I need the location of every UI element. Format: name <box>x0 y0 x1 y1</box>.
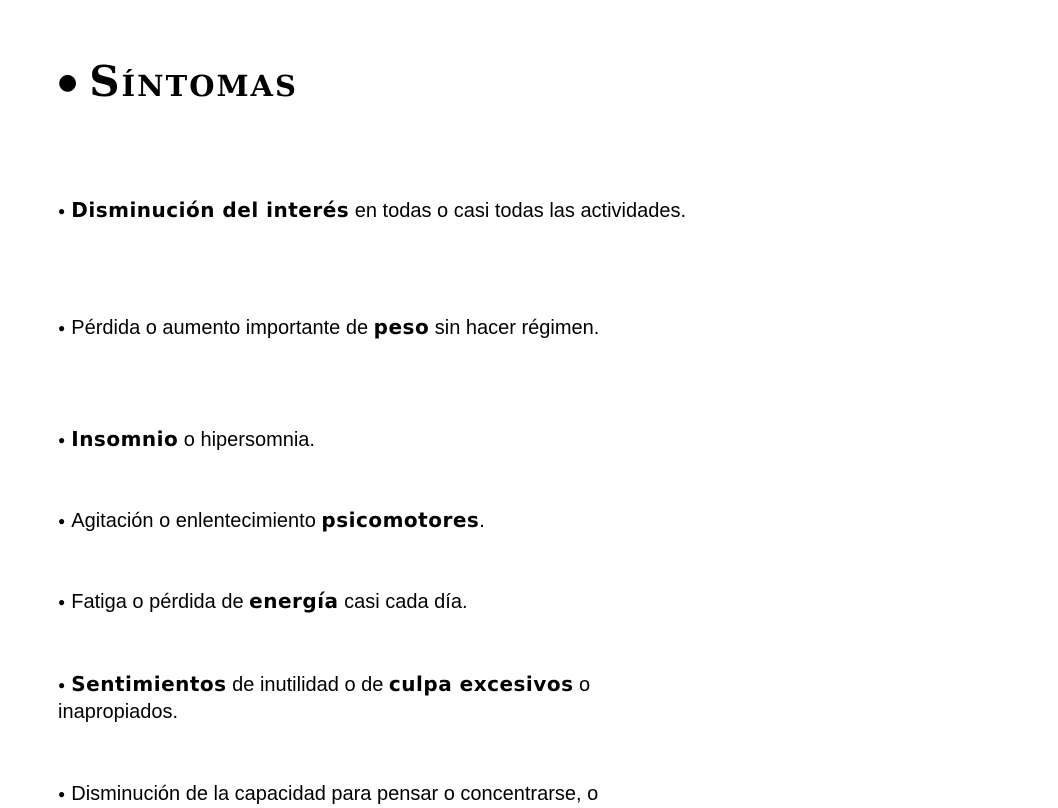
bullet-icon: ● <box>58 594 66 609</box>
symptom-text: casi cada día. <box>338 591 468 613</box>
symptom-item <box>58 588 708 616</box>
symptom-text: Fatiga o pérdida de <box>71 591 250 613</box>
symptom-item <box>58 507 708 535</box>
title-bullet-icon: ● <box>58 69 80 95</box>
symptom-text: de inutilidad o de <box>226 674 389 696</box>
symptom-item <box>58 197 708 225</box>
symptom-keyword: peso <box>373 315 430 339</box>
bullet-icon: ● <box>58 677 66 692</box>
bullet-icon: ● <box>58 432 66 447</box>
bullet-icon: ● <box>58 513 66 528</box>
symptom-item-partial <box>58 781 708 808</box>
symptom-keyword: Insomnio <box>71 427 179 451</box>
symptom-item <box>58 314 708 342</box>
symptom-keyword: psicomotores <box>321 508 480 532</box>
bullet-icon: ● <box>58 786 66 801</box>
symptom-item <box>58 426 708 454</box>
symptom-text: sin hacer régimen. <box>429 317 600 339</box>
symptom-text: Disminución de la capacidad para pensar o concentrarse, o <box>71 783 599 805</box>
symptom-item <box>58 671 708 725</box>
symptom-text: Agitación o enlentecimiento <box>71 510 322 532</box>
symptom-keyword: Disminución del interés <box>71 198 350 222</box>
bullet-icon: ● <box>58 203 66 218</box>
symptom-keyword: culpa excesivos <box>388 672 574 696</box>
symptom-keyword: energía <box>249 589 339 613</box>
symptom-text: en todas o casi todas las actividades. <box>349 200 687 222</box>
slide-title-text: Síntomas <box>89 57 298 106</box>
symptom-text: . <box>479 510 485 532</box>
symptom-text: Pérdida o aumento importante de <box>71 317 374 339</box>
symptom-keyword: Sentimientos <box>71 672 227 696</box>
symptom-text: o hipersomnia. <box>178 429 315 451</box>
bullet-icon: ● <box>58 320 66 335</box>
slide-title <box>58 56 298 111</box>
symptom-text: o inapropiados. <box>58 674 591 723</box>
